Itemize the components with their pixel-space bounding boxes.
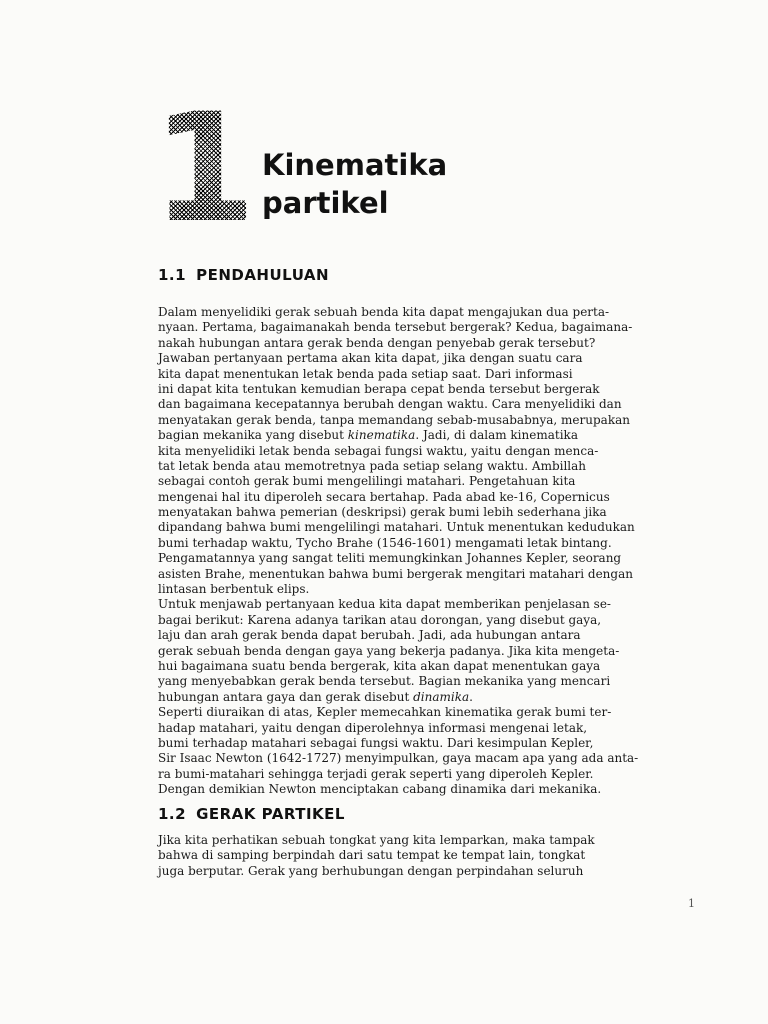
text-line: ra bumi-matahari sehingga terjadi gerak seperti yang diperoleh Kepler. xyxy=(158,766,594,781)
text-fragment: bagian mekanika yang disebut xyxy=(158,428,348,443)
text-line: bumi terhadap waktu, Tycho Brahe (1546-1601) mengamati letak bintang. xyxy=(158,535,612,550)
text-line xyxy=(158,428,718,443)
text-line: juga berputar. Gerak yang berhubungan dengan perpindahan seluruh xyxy=(158,863,584,878)
section-number: 1.2 xyxy=(158,805,187,823)
chapter-number: 1 xyxy=(152,82,251,256)
text-line: nakah hubungan antara gerak benda dengan penyebab gerak tersebut? xyxy=(158,335,596,350)
text-line: bagai berikut: Karena adanya tarikan atau dorongan, yang disebut gaya, xyxy=(158,612,602,627)
text-fragment: hubungan antara gaya dan gerak disebut xyxy=(158,689,414,704)
text-line: hadap matahari, yaitu dengan diperolehnya informasi mengenai letak, xyxy=(158,720,588,735)
text-line: Jika kita perhatikan sebuah tongkat yang kita lemparkan, maka tampak xyxy=(158,833,595,847)
chapter-title xyxy=(262,146,562,222)
text-line: tat letak benda atau memotretnya pada setiap selang waktu. Ambillah xyxy=(158,458,587,473)
section-title: PENDAHULUAN xyxy=(196,266,330,284)
section-body-pendahuluan xyxy=(158,305,718,798)
text-line: bahwa di samping berpindah dari satu tempat ke tempat lain, tongkat xyxy=(158,848,586,863)
text-line: mengenai hal itu diperoleh secara bertahap. Pada abad ke-16, Copernicus xyxy=(158,489,610,504)
text-line: lintasan berbentuk elips. xyxy=(158,582,310,597)
text-line: asisten Brahe, menentukan bahwa bumi bergerak mengitari matahari dengan xyxy=(158,566,633,581)
text-fragment: . Jadi, di dalam kinematika xyxy=(415,428,578,443)
text-line: gerak sebuah benda dengan gaya yang bekerja padanya. Jika kita mengeta- xyxy=(158,643,620,658)
text-line: sebagai contoh gerak bumi mengelilingi matahari. Pengetahuan kita xyxy=(158,474,576,489)
text-line: menyatakan bahwa pemerian (deskripsi) gerak bumi lebih sederhana jika xyxy=(158,505,607,520)
text-fragment: . xyxy=(469,689,473,704)
section-title: GERAK PARTIKEL xyxy=(196,805,345,823)
text-line: kita dapat menentukan letak benda pada setiap saat. Dari informasi xyxy=(158,366,573,381)
text-line: dan bagaimana kecepatannya berubah dengan waktu. Cara menyelidiki dan xyxy=(158,397,622,412)
text-line: menyatakan gerak benda, tanpa memandang sebab-musababnya, merupakan xyxy=(158,412,630,427)
text-line: bumi terhadap matahari sebagai fungsi waktu. Dari kesimpulan Kepler, xyxy=(158,735,594,750)
text-line: laju dan arah gerak benda dapat berubah. Jadi, ada hubungan antara xyxy=(158,628,581,643)
text-line: ini dapat kita tentukan kemudian berapa cepat benda tersebut bergerak xyxy=(158,381,600,396)
text-line: Jawaban pertanyaan pertama akan kita dapat, jika dengan suatu cara xyxy=(158,351,583,366)
italic-term-dinamika: dinamika xyxy=(413,689,470,704)
text-line: dipandang bahwa bumi mengelilingi matahari. Untuk menentukan kedudukan xyxy=(158,520,635,535)
text-line: Dalam menyelidiki gerak sebuah benda kita dapat mengajukan dua perta- xyxy=(158,305,610,319)
italic-term-kinematika: kinematika xyxy=(347,428,416,443)
text-line: Untuk menjawab pertanyaan kedua kita dapat memberikan penjelasan se- xyxy=(158,597,611,612)
text-line: Dengan demikian Newton menciptakan cabang dinamika dari mekanika. xyxy=(158,782,602,797)
text-line: kita menyelidiki letak benda sebagai fungsi waktu, yaitu dengan menca- xyxy=(158,443,599,458)
section-heading-gerak-partikel xyxy=(158,805,345,823)
page-number: 1 xyxy=(688,897,695,910)
text-line: yang menyebabkan gerak benda tersebut. Bagian mekanika yang mencari xyxy=(158,674,611,689)
chapter-title-line-1: Kinematika xyxy=(262,148,448,182)
text-line: Seperti diuraikan di atas, Kepler memecahkan kinematika gerak bumi ter- xyxy=(158,705,612,720)
section-body-gerak-partikel xyxy=(158,833,718,879)
text-line xyxy=(158,690,718,705)
text-line: Pengamatannya yang sangat teliti memungkinkan Johannes Kepler, seorang xyxy=(158,551,622,566)
text-line: Sir Isaac Newton (1642-1727) menyimpulkan, gaya macam apa yang ada anta- xyxy=(158,751,639,766)
text-line: hui bagaimana suatu benda bergerak, kita akan dapat menentukan gaya xyxy=(158,658,601,673)
text-line: nyaan. Pertama, bagaimanakah benda tersebut bergerak? Kedua, bagaimana- xyxy=(158,320,633,335)
section-number: 1.1 xyxy=(158,266,187,284)
section-heading-pendahuluan xyxy=(158,266,329,284)
chapter-title-line-2: partikel xyxy=(262,186,389,220)
